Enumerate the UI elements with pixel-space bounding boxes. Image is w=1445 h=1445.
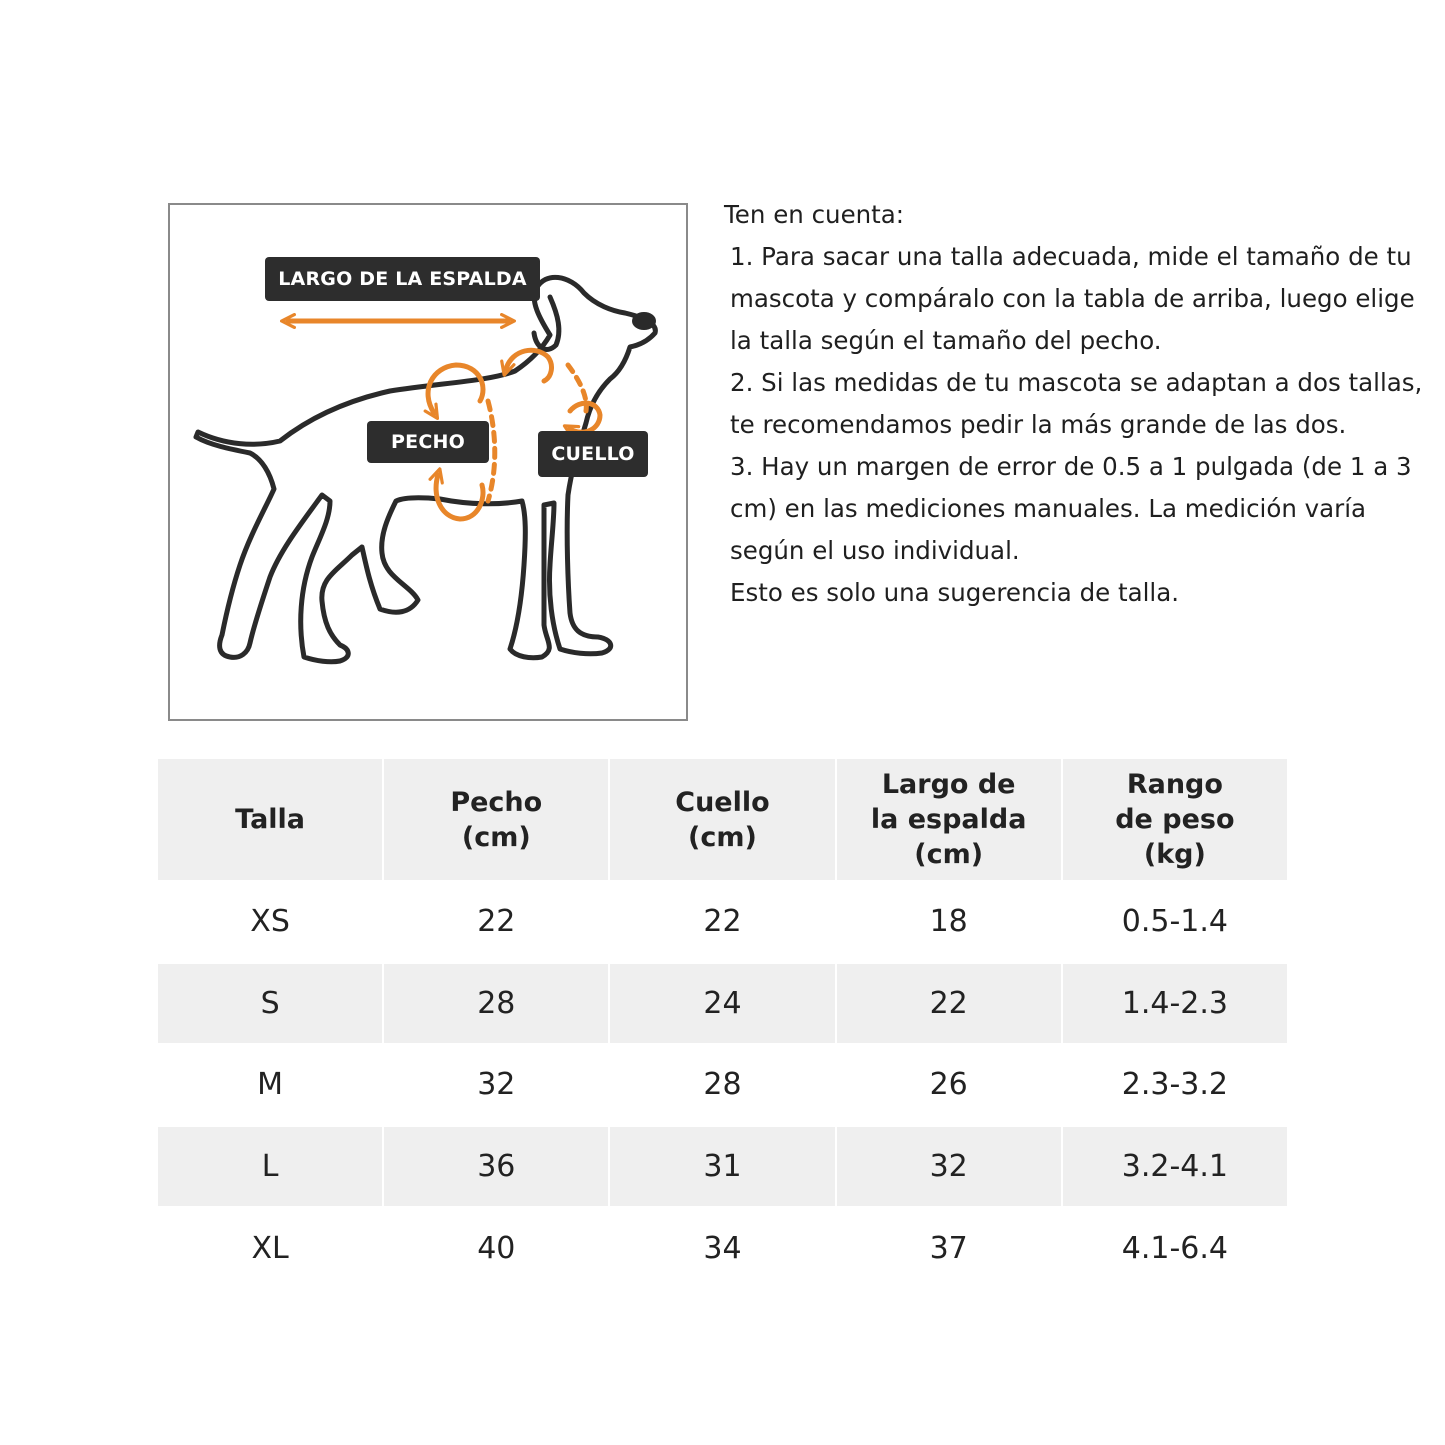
- cell-neck: 34: [609, 1207, 835, 1289]
- cell-back-length: 18: [836, 881, 1062, 963]
- cell-neck: 28: [609, 1044, 835, 1126]
- cell-chest: 36: [383, 1126, 609, 1208]
- table-header-row: [157, 758, 1288, 881]
- cell-back-length: 22: [836, 963, 1062, 1045]
- cell-chest: 40: [383, 1207, 609, 1289]
- note-item-1: 1. Para sacar una talla adecuada, mide el tamaño de tu mascota y compáralo con la tabla de arriba, luego elige la talla según el tamaño del pecho.: [730, 242, 1415, 355]
- cell-weight-range: 1.4-2.3: [1062, 963, 1288, 1045]
- table-row: [157, 1126, 1288, 1208]
- chest-arrow-bottom: [436, 475, 483, 519]
- neck-arrow-top: [506, 350, 551, 381]
- cell-size: L: [157, 1126, 383, 1208]
- dog-measurement-diagram: [168, 203, 688, 721]
- cell-neck: 31: [609, 1126, 835, 1208]
- cell-size: M: [157, 1044, 383, 1126]
- note-item-2: 2. Si las medidas de tu mascota se adaptan a dos tallas, te recomendamos pedir la más grande de las dos.: [730, 368, 1423, 439]
- sizing-notes: [724, 194, 1424, 614]
- cell-back-length: 26: [836, 1044, 1062, 1126]
- cell-weight-range: 4.1-6.4: [1062, 1207, 1288, 1289]
- table-row: [157, 1207, 1288, 1289]
- chest-label: PECHO: [367, 421, 489, 463]
- table-row: [157, 881, 1288, 963]
- cell-back-length: 32: [836, 1126, 1062, 1208]
- chest-arrow-top: [428, 365, 483, 413]
- cell-weight-range: 3.2-4.1: [1062, 1126, 1288, 1208]
- dog-nose: [632, 312, 656, 330]
- table-row: [157, 963, 1288, 1045]
- back-length-label: LARGO DE LA ESPALDA: [265, 257, 540, 301]
- header-neck: Cuello (cm): [609, 758, 835, 881]
- header-back-length: Largo de la espalda (cm): [836, 758, 1062, 881]
- header-weight-range: Rango de peso (kg): [1062, 758, 1288, 881]
- cell-neck: 24: [609, 963, 835, 1045]
- note-item-3: 3. Hay un margen de error de 0.5 a 1 pulgada (de 1 a 3 cm) en las mediciones manuales. La medición varía según el uso individual.: [730, 452, 1412, 565]
- cell-neck: 22: [609, 881, 835, 963]
- header-size: Talla: [157, 758, 383, 881]
- cell-size: XL: [157, 1207, 383, 1289]
- cell-size: XS: [157, 881, 383, 963]
- notes-heading: Ten en cuenta:: [724, 200, 905, 229]
- neck-label: CUELLO: [538, 431, 648, 477]
- cell-weight-range: 2.3-3.2: [1062, 1044, 1288, 1126]
- cell-chest: 32: [383, 1044, 609, 1126]
- chest-dashed-loop: [488, 401, 495, 501]
- cell-back-length: 37: [836, 1207, 1062, 1289]
- table-row: [157, 1044, 1288, 1126]
- header-chest: Pecho (cm): [383, 758, 609, 881]
- size-chart-table: [156, 757, 1289, 1290]
- cell-chest: 28: [383, 963, 609, 1045]
- cell-chest: 22: [383, 881, 609, 963]
- notes-footer: Esto es solo una sugerencia de talla.: [730, 578, 1180, 607]
- cell-size: S: [157, 963, 383, 1045]
- cell-weight-range: 0.5-1.4: [1062, 881, 1288, 963]
